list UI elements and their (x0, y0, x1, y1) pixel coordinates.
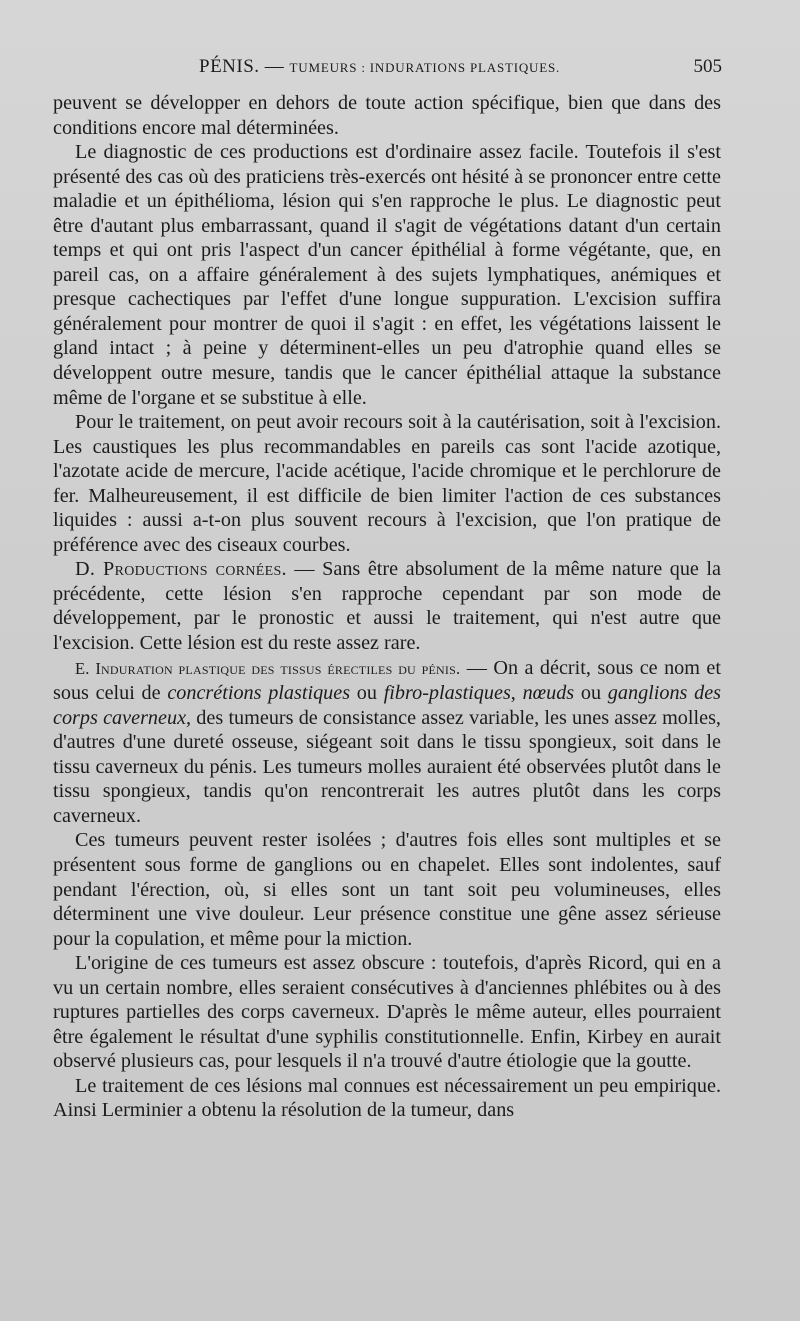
page-body (53, 91, 721, 1123)
paragraph-continuation: peuvent se développer en dehors de toute action spécifique, bien que dans des conditions encore mal déterminées. (53, 92, 721, 139)
section-text-e-1: — On a décrit, sous ce nom et sous celui de (53, 656, 721, 705)
section-heading-e: E. Induration plastique des tissus érectiles du pénis. (75, 658, 461, 678)
paragraph-induration-plastique (53, 656, 721, 829)
paragraph-traitement-empirique: Le traitement de ces lésions mal connues est nécessairement un peu empirique. Ainsi Lerminier a obtenu la résolution de la tumeur, dans (53, 1074, 721, 1122)
header-dash: — (264, 56, 285, 77)
section-text-e-2: ou (350, 682, 384, 705)
paragraph-origine: L'origine de ces tumeurs est assez obscure : toutefois, d'après Ricord, qui en a vu un certain nombre, elles seraient consécutives à d'anciennes phlébites ou à des ruptures partielles des corps caverneux. D'après le même auteur, elles pourraient être également le résultat d'une syphilis constitutionnelle. Enfin, Kirbey en aurait observé plusieurs cas, pour lesquels il n'a trouvé d'autre étiologie que la goutte. (53, 952, 721, 1073)
paragraph-traitement: Pour le traitement, on peut avoir recours soit à la cautérisation, soit à l'excision. Les caustiques les plus recommandables en pareils cas sont l'acide azotique, l'azotate acide de mercure, l'acide acétique, l'acide chromique et le perchlorure de fer. Malheureusement, il est difficile de bien limiter l'action de ces substances liquides : aussi a-t-on plus souvent recours à l'excision, que l'on pratique de préférence avec des ciseaux courbes. (53, 411, 721, 556)
running-title (199, 56, 560, 78)
header-title: PÉNIS. (199, 56, 260, 77)
paragraph-diagnostic: Le diagnostic de ces productions est d'ordinaire assez facile. Toutefois il s'est présenté des cas où des praticiens très-exercés ont hésité à se prononcer entre cette maladie et un épithélioma, lésion qui s'en rapproche le plus. Le diagnostic peut être d'autant plus embarrassant, quand il s'agit de végétations datant d'un certain temps et qui ont pris l'aspect d'un cancer épithélial à forme végétante, que, en pareil cas, on a affaire généralement à des sujets lymphatiques, anémiques et presque cachectiques par l'effet d'une longue suppuration. L'excision suffira généralement pour montrer de quoi il s'agit : en effet, les végétations laissent le gland intact ; à peine y déterminent-elles un peu d'atrophie quand elles se développent outre mesure, tandis que le cancer épithélial attaque la substance même de l'organe et se substitue à elle. (53, 141, 721, 409)
term-fibro-plastiques: fibro-plastiques (383, 682, 511, 705)
running-header (0, 56, 800, 84)
section-text-e-4: ou (574, 682, 608, 705)
page-number: 505 (693, 56, 722, 77)
term-ganglions: ganglions des corps caverneux, (53, 682, 722, 729)
section-heading-d: D. Productions cornées. (75, 558, 287, 581)
section-text-d: — Sans être absolument de la même nature que la précédente, cette lésion s'en rapproche cependant par son mode de développement, par le pronostic et aussi le traitement, qui n'est autre que l'excision. Cette lésion est du reste assez rare. (53, 558, 721, 655)
paragraph-tumeurs-isolees: Ces tumeurs peuvent rester isolées ; d'autres fois elles sont multiples et se présentent sous forme de ganglions ou en chapelet. Elles sont indolentes, sauf pendant l'érection, où, si elles sont un tant soit peu volumineuses, elles déterminent une vive douleur. Leur présence constitue une gêne assez sérieuse pour la copulation, et même pour la miction. (53, 829, 721, 950)
section-text-e-5: des tumeurs de consistance assez variable, les unes assez molles, d'autres d'une dureté osseuse, siégeant soit dans le tissu spongieux, soit dans le tissu caverneux du pénis. Les tumeurs molles auraient été observées plutôt dans le tissu spongieux, tandis qu'on rencontrerait les autres plutôt dans les corps caverneux. (53, 706, 721, 827)
header-subtitle: TUMEURS : INDURATIONS PLASTIQUES. (289, 60, 561, 75)
paragraph-productions-cornees (53, 557, 721, 655)
term-noeuds: nœuds (522, 682, 575, 705)
section-text-e-3: , (510, 682, 523, 705)
term-concretions: concrétions plastiques (167, 682, 351, 705)
